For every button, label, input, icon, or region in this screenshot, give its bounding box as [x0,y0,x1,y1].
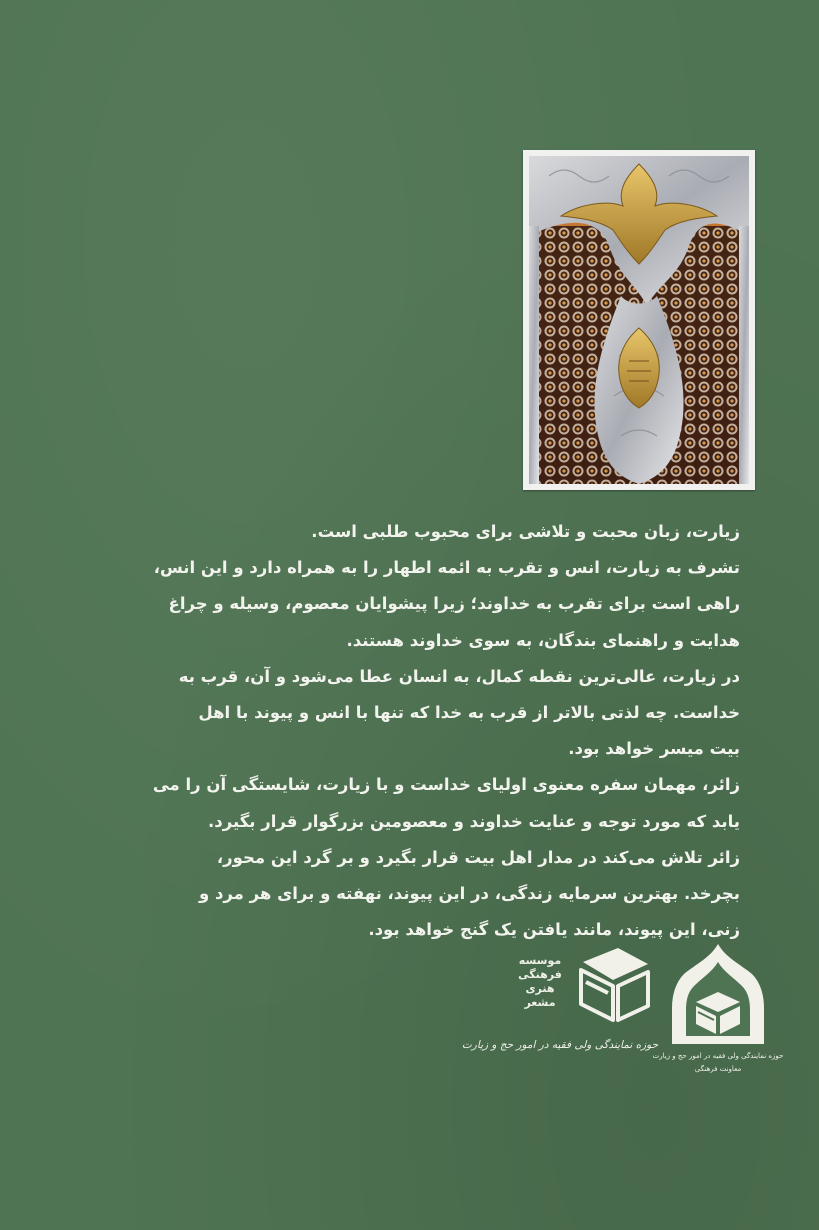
publisher-caption: حوزه نمایندگی ولی فقیه در امور حج و زیارت [461,1039,659,1051]
paragraph-line: تشرف به زیارت، انس و تقرب به ائمه اطهار را به همراه دارد و این انس، [153,558,740,578]
paragraph-line: در زیارت، عالی‌ترین نقطه کمال، به انسان عطا می‌شود و آن، قرب به [178,666,740,686]
publisher-logo [461,940,659,1060]
shrine-grille-photo [523,150,755,490]
kaaba-book-icon [581,948,648,1020]
paragraph-line: بچرخد. بهترین سرمایه زندگی، در این پیوند، نهفته و برای هر مرد و [198,884,740,904]
publisher-name-line1: موسسه [518,954,562,967]
mosque-kaaba-emblem-icon [672,944,764,1044]
emblem-logo [652,940,784,1080]
paragraph-line: زائر، مهمان سفره معنوی اولیای خداست و با زیارت، شایستگی آن را می [152,775,740,795]
paragraph-line: بیت میسر خواهد بود. [568,739,740,759]
paragraph-line: زائر تلاش می‌کند در مدار اهل بیت قرار بگیرد و بر گرد این محور، [216,847,740,867]
paragraph-line: راهی است برای تقرب به خداوند؛ زیرا پیشوایان معصوم، وسیله و چراغ [168,594,740,614]
publisher-name-line3: هنری [525,982,555,995]
emblem-caption-line2: معاونت فرهنگی [694,1065,742,1073]
paragraph-line: خداست. چه لذتی بالاتر از قرب به خدا که تنها با انس و پیوند با اهل [198,703,740,723]
publisher-name-line4: مشعر [524,996,556,1009]
paragraph-line: هدایت و راهنمای بندگان، به سوی خداوند هستند. [346,630,740,650]
shrine-grille-image [529,156,749,484]
paragraph-line: یابد که مورد توجه و عنایت خداوند و معصومین بزرگوار قرار بگیرد. [207,811,740,831]
paragraph-line: زنی، این پیوند، مانند یافتن یک گنج خواهد بود. [368,920,740,940]
emblem-caption-line1: حوزه نمایندگی ولی فقیه در امور حج و زیارت [652,1052,784,1060]
body-text [152,514,740,948]
paragraph-line: زیارت، زبان محبت و تلاشی برای محبوب طلبی است. [311,522,740,541]
publisher-name-line2: فرهنگی [518,968,562,981]
